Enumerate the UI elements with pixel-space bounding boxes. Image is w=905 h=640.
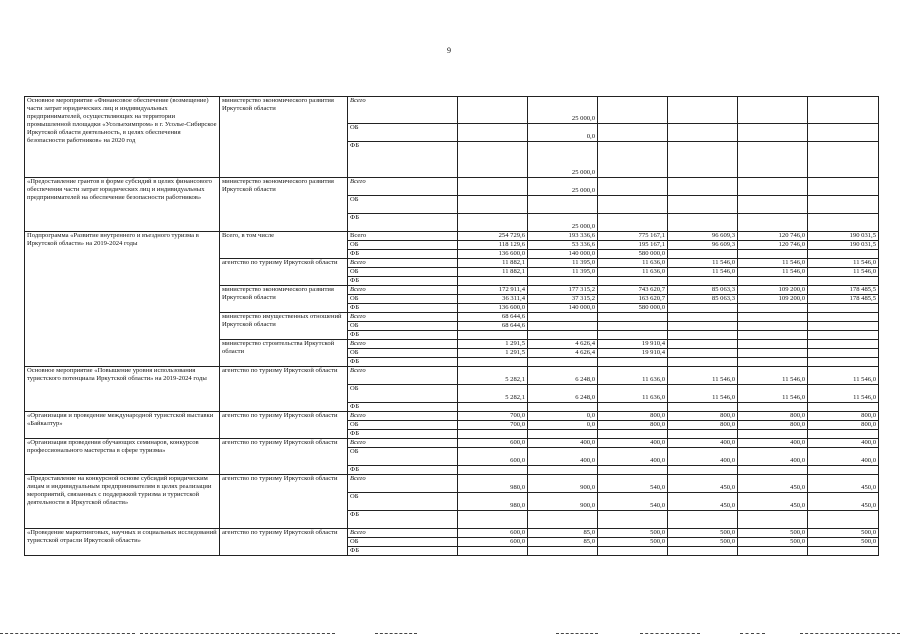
amount-cell [668, 178, 738, 196]
amount-cell [458, 277, 528, 286]
amount-cell: 450,0 [738, 493, 808, 511]
amount-cell [738, 250, 808, 259]
responsible-agency: Всего, в том числе [220, 232, 348, 259]
amount-cell: 4 626,4 [528, 340, 598, 349]
funding-source: ОБ [348, 385, 458, 403]
table-row [25, 475, 879, 493]
amount-cell [598, 322, 668, 331]
amount-cell [808, 142, 879, 178]
funding-source: ОБ [348, 538, 458, 547]
amount-cell [458, 196, 528, 214]
responsible-agency: министерство экономического развития Иркутской области [220, 286, 348, 313]
amount-cell [668, 142, 738, 178]
funding-source: Всего [348, 475, 458, 493]
amount-cell: 190 031,5 [808, 232, 879, 241]
amount-cell: 800,0 [738, 421, 808, 430]
amount-cell: 5 282,1 [458, 385, 528, 403]
amount-cell: 140 000,0 [528, 304, 598, 313]
activity-description: «Проведение маркетинговых, научных и социальных исследований туристской отрасли Иркутской области» [25, 529, 220, 556]
amount-cell [808, 124, 879, 142]
amount-cell [808, 331, 879, 340]
amount-cell: 500,0 [738, 538, 808, 547]
page-number: 9 [447, 46, 451, 55]
amount-cell: 400,0 [738, 439, 808, 448]
funding-source: ОБ [348, 124, 458, 142]
amount-cell: 163 620,7 [598, 295, 668, 304]
amount-cell: 450,0 [738, 475, 808, 493]
amount-cell: 11 546,0 [738, 268, 808, 277]
amount-cell: 400,0 [598, 448, 668, 466]
responsible-agency: агентство по туризму Иркутской области [220, 529, 348, 556]
amount-cell: 1 291,5 [458, 349, 528, 358]
funding-source: ФБ [348, 277, 458, 286]
amount-cell: 25 000,0 [528, 178, 598, 196]
amount-cell [528, 322, 598, 331]
footer-rule [640, 633, 700, 634]
funding-source: ОБ [348, 196, 458, 214]
amount-cell: 193 336,6 [528, 232, 598, 241]
amount-cell [808, 313, 879, 322]
amount-cell [808, 340, 879, 349]
amount-cell: 11 636,0 [598, 268, 668, 277]
amount-cell [668, 403, 738, 412]
amount-cell [668, 340, 738, 349]
amount-cell: 11 546,0 [668, 367, 738, 385]
table-row [25, 412, 879, 421]
funding-source: Всего [348, 340, 458, 349]
amount-cell [458, 142, 528, 178]
amount-cell: 580 000,0 [598, 250, 668, 259]
amount-cell: 540,0 [598, 475, 668, 493]
amount-cell: 254 729,6 [458, 232, 528, 241]
responsible-agency: министерство строительства Иркутской области [220, 340, 348, 367]
responsible-agency: агентство по туризму Иркутской области [220, 367, 348, 412]
funding-source: ФБ [348, 358, 458, 367]
responsible-agency: агентство по туризму Иркутской области [220, 259, 348, 286]
funding-source: ФБ [348, 214, 458, 232]
funding-source: ОБ [348, 322, 458, 331]
amount-cell: 400,0 [668, 448, 738, 466]
amount-cell: 25 000,0 [528, 214, 598, 232]
amount-cell [668, 196, 738, 214]
amount-cell [738, 304, 808, 313]
amount-cell [528, 331, 598, 340]
amount-cell [598, 358, 668, 367]
amount-cell [808, 97, 879, 124]
amount-cell: 11 546,0 [808, 367, 879, 385]
amount-cell: 540,0 [598, 493, 668, 511]
footer-rule [140, 633, 335, 634]
amount-cell [668, 358, 738, 367]
amount-cell [738, 331, 808, 340]
amount-cell: 450,0 [808, 475, 879, 493]
amount-cell [738, 124, 808, 142]
amount-cell: 177 315,2 [528, 286, 598, 295]
amount-cell [738, 277, 808, 286]
funding-source: ОБ [348, 295, 458, 304]
amount-cell: 400,0 [528, 448, 598, 466]
funding-source: ФБ [348, 430, 458, 439]
amount-cell: 500,0 [668, 529, 738, 538]
amount-cell [668, 322, 738, 331]
amount-cell [598, 547, 668, 556]
activity-description: «Организация и проведение международной туристской выставки «Байкалтур» [25, 412, 220, 439]
amount-cell [528, 430, 598, 439]
amount-cell [738, 313, 808, 322]
amount-cell [808, 547, 879, 556]
amount-cell: 85 063,3 [668, 286, 738, 295]
budget-table [24, 96, 879, 556]
funding-source: ОБ [348, 349, 458, 358]
amount-cell [668, 313, 738, 322]
funding-source: Всего [348, 529, 458, 538]
funding-source: ФБ [348, 142, 458, 178]
amount-cell [598, 313, 668, 322]
amount-cell: 11 546,0 [668, 259, 738, 268]
footer-rule [800, 633, 900, 634]
amount-cell [598, 403, 668, 412]
funding-source: Всего [348, 412, 458, 421]
responsible-agency: министерство экономического развития Иркутской области [220, 178, 348, 232]
table-row [25, 529, 879, 538]
funding-source: ФБ [348, 331, 458, 340]
amount-cell: 6 248,0 [528, 385, 598, 403]
table-row [25, 367, 879, 385]
amount-cell [738, 358, 808, 367]
amount-cell [808, 277, 879, 286]
funding-source: Всего [348, 439, 458, 448]
amount-cell: 11 546,0 [668, 385, 738, 403]
amount-cell: 68 644,6 [458, 313, 528, 322]
amount-cell: 120 746,0 [738, 241, 808, 250]
amount-cell: 800,0 [808, 412, 879, 421]
amount-cell [598, 97, 668, 124]
amount-cell: 600,0 [458, 529, 528, 538]
amount-cell [738, 196, 808, 214]
amount-cell [598, 430, 668, 439]
amount-cell [668, 124, 738, 142]
amount-cell [528, 547, 598, 556]
amount-cell: 800,0 [668, 421, 738, 430]
amount-cell: 68 644,6 [458, 322, 528, 331]
table-row [25, 97, 879, 124]
amount-cell [598, 178, 668, 196]
amount-cell [808, 250, 879, 259]
footer-rule [740, 633, 765, 634]
funding-source: Всего [348, 259, 458, 268]
funding-source: ОБ [348, 421, 458, 430]
amount-cell: 53 336,6 [528, 241, 598, 250]
amount-cell: 980,0 [458, 493, 528, 511]
amount-cell: 400,0 [528, 439, 598, 448]
amount-cell [458, 403, 528, 412]
amount-cell [598, 466, 668, 475]
amount-cell: 500,0 [808, 529, 879, 538]
amount-cell: 5 282,1 [458, 367, 528, 385]
table-row [25, 178, 879, 196]
funding-source: ФБ [348, 403, 458, 412]
amount-cell: 85,0 [528, 529, 598, 538]
funding-source: ФБ [348, 511, 458, 529]
amount-cell [738, 142, 808, 178]
amount-cell: 96 609,3 [668, 232, 738, 241]
amount-cell [808, 196, 879, 214]
amount-cell [668, 349, 738, 358]
amount-cell [598, 142, 668, 178]
amount-cell [458, 97, 528, 124]
amount-cell: 11 636,0 [598, 385, 668, 403]
amount-cell [808, 430, 879, 439]
funding-source: Всего [348, 313, 458, 322]
amount-cell [458, 214, 528, 232]
amount-cell: 600,0 [458, 448, 528, 466]
amount-cell: 0,0 [528, 412, 598, 421]
amount-cell: 11 546,0 [668, 268, 738, 277]
amount-cell: 900,0 [528, 475, 598, 493]
responsible-agency: министерство экономического развития Иркутской области [220, 97, 348, 178]
footer-rule [375, 633, 417, 634]
amount-cell [458, 430, 528, 439]
amount-cell: 450,0 [668, 475, 738, 493]
amount-cell: 11 546,0 [808, 259, 879, 268]
amount-cell [598, 277, 668, 286]
amount-cell [458, 331, 528, 340]
amount-cell: 85 063,3 [668, 295, 738, 304]
amount-cell: 450,0 [668, 493, 738, 511]
amount-cell [738, 511, 808, 529]
amount-cell: 400,0 [598, 439, 668, 448]
amount-cell: 11 546,0 [738, 259, 808, 268]
amount-cell: 11 395,0 [528, 259, 598, 268]
amount-cell: 700,0 [458, 412, 528, 421]
amount-cell: 11 546,0 [808, 268, 879, 277]
footer-rule [556, 633, 598, 634]
amount-cell [738, 430, 808, 439]
funding-source: ФБ [348, 466, 458, 475]
amount-cell: 6 248,0 [528, 367, 598, 385]
amount-cell: 11 395,0 [528, 268, 598, 277]
amount-cell: 800,0 [808, 421, 879, 430]
funding-source: Всего [348, 286, 458, 295]
amount-cell: 11 882,1 [458, 268, 528, 277]
amount-cell: 136 600,0 [458, 304, 528, 313]
amount-cell [528, 466, 598, 475]
amount-cell [668, 430, 738, 439]
amount-cell: 580 000,0 [598, 304, 668, 313]
funding-source: ФБ [348, 547, 458, 556]
amount-cell [738, 322, 808, 331]
amount-cell: 178 485,5 [808, 286, 879, 295]
amount-cell: 120 746,0 [738, 232, 808, 241]
funding-source: Всего [348, 178, 458, 196]
amount-cell: 19 910,4 [598, 349, 668, 358]
amount-cell [668, 250, 738, 259]
responsible-agency: министерство имущественных отношений Иркутской области [220, 313, 348, 340]
funding-source: Всего [348, 232, 458, 241]
amount-cell [598, 196, 668, 214]
amount-cell [668, 466, 738, 475]
amount-cell [598, 214, 668, 232]
amount-cell: 195 167,1 [598, 241, 668, 250]
amount-cell [808, 358, 879, 367]
amount-cell [738, 349, 808, 358]
amount-cell: 400,0 [738, 448, 808, 466]
amount-cell [528, 403, 598, 412]
activity-description: Основное мероприятие «Повышение уровня использования туристского потенциала Иркутской области» на 2019-2024 годы [25, 367, 220, 412]
amount-cell [598, 511, 668, 529]
amount-cell: 11 546,0 [738, 367, 808, 385]
amount-cell [668, 277, 738, 286]
amount-cell [808, 466, 879, 475]
funding-source: ФБ [348, 304, 458, 313]
amount-cell: 600,0 [458, 538, 528, 547]
amount-cell: 11 882,1 [458, 259, 528, 268]
amount-cell [668, 331, 738, 340]
amount-cell [668, 97, 738, 124]
amount-cell: 190 031,5 [808, 241, 879, 250]
amount-cell [808, 511, 879, 529]
amount-cell: 4 626,4 [528, 349, 598, 358]
activity-description: Подпрограмма «Развитие внутреннего и въездного туризма в Иркутской области» на 2019-2024 годы [25, 232, 220, 367]
amount-cell: 25 000,0 [528, 97, 598, 124]
table-row [25, 439, 879, 448]
amount-cell [808, 304, 879, 313]
amount-cell: 500,0 [598, 538, 668, 547]
amount-cell [668, 511, 738, 529]
amount-cell: 600,0 [458, 439, 528, 448]
amount-cell [808, 178, 879, 196]
amount-cell: 37 315,2 [528, 295, 598, 304]
funding-source: ОБ [348, 448, 458, 466]
amount-cell: 25 000,0 [528, 142, 598, 178]
amount-cell: 500,0 [668, 538, 738, 547]
amount-cell [738, 214, 808, 232]
amount-cell: 178 485,5 [808, 295, 879, 304]
amount-cell [528, 358, 598, 367]
amount-cell [738, 403, 808, 412]
activity-description: «Предоставление грантов в форме субсидий в целях финансового обеспечения части затрат юридических лиц и индивидуальных предпринимателей на обеспечение безопасности работников» [25, 178, 220, 232]
activity-description: «Организация проведения обучающих семинаров, конкурсов профессионального мастерства в сфере туризма» [25, 439, 220, 475]
amount-cell: 0,0 [528, 421, 598, 430]
amount-cell [528, 196, 598, 214]
amount-cell [738, 97, 808, 124]
amount-cell: 85,0 [528, 538, 598, 547]
amount-cell [738, 340, 808, 349]
amount-cell: 1 291,5 [458, 340, 528, 349]
amount-cell [458, 178, 528, 196]
amount-cell: 775 167,1 [598, 232, 668, 241]
responsible-agency: агентство по туризму Иркутской области [220, 412, 348, 439]
amount-cell [528, 277, 598, 286]
responsible-agency: агентство по туризму Иркутской области [220, 439, 348, 475]
amount-cell [458, 466, 528, 475]
amount-cell: 109 200,0 [738, 286, 808, 295]
amount-cell [808, 403, 879, 412]
amount-cell [458, 124, 528, 142]
table-row [25, 232, 879, 241]
amount-cell [668, 214, 738, 232]
amount-cell: 400,0 [808, 439, 879, 448]
amount-cell: 11 636,0 [598, 367, 668, 385]
amount-cell [528, 511, 598, 529]
amount-cell: 800,0 [738, 412, 808, 421]
funding-source: ОБ [348, 493, 458, 511]
funding-source: Всего [348, 367, 458, 385]
amount-cell: 980,0 [458, 475, 528, 493]
amount-cell: 450,0 [808, 493, 879, 511]
amount-cell: 136 600,0 [458, 250, 528, 259]
amount-cell: 700,0 [458, 421, 528, 430]
activity-description: «Предоставление на конкурсной основе субсидий юридическим лицам и индивидуальным предпринимателям в целях реализации мероприятий, связанных с поддержкой туризма и туристской деятельности в Иркутской области» [25, 475, 220, 529]
amount-cell: 172 911,4 [458, 286, 528, 295]
amount-cell [738, 547, 808, 556]
amount-cell: 11 546,0 [808, 385, 879, 403]
amount-cell: 800,0 [668, 412, 738, 421]
funding-source: Всего [348, 97, 458, 124]
amount-cell: 900,0 [528, 493, 598, 511]
amount-cell [458, 547, 528, 556]
amount-cell: 500,0 [598, 529, 668, 538]
amount-cell: 800,0 [598, 421, 668, 430]
amount-cell: 400,0 [808, 448, 879, 466]
responsible-agency: агентство по туризму Иркутской области [220, 475, 348, 529]
amount-cell: 19 910,4 [598, 340, 668, 349]
amount-cell [458, 358, 528, 367]
budget-table-body [25, 97, 879, 556]
amount-cell [458, 511, 528, 529]
amount-cell: 500,0 [738, 529, 808, 538]
amount-cell [738, 178, 808, 196]
amount-cell: 11 636,0 [598, 259, 668, 268]
activity-description: Основное мероприятие «Финансовое обеспечение (возмещение) части затрат юридических лиц и индивидуальных предпринимателей, осуществляющих на территории промышленной площадки «Усольехимпром» в г. Усолье-Сибирское Иркутской области деятельность, в целях обеспечения безопасности работников» на 2020 год [25, 97, 220, 178]
amount-cell: 109 200,0 [738, 295, 808, 304]
amount-cell [738, 466, 808, 475]
amount-cell: 800,0 [598, 412, 668, 421]
amount-cell: 500,0 [808, 538, 879, 547]
amount-cell: 400,0 [668, 439, 738, 448]
funding-source: ФБ [348, 250, 458, 259]
amount-cell: 11 546,0 [738, 385, 808, 403]
amount-cell [808, 349, 879, 358]
amount-cell [668, 304, 738, 313]
funding-source: ОБ [348, 241, 458, 250]
amount-cell [668, 547, 738, 556]
footer-rule [0, 633, 135, 634]
amount-cell: 743 620,7 [598, 286, 668, 295]
amount-cell [808, 214, 879, 232]
amount-cell: 36 311,4 [458, 295, 528, 304]
amount-cell: 0,0 [528, 124, 598, 142]
amount-cell [598, 124, 668, 142]
amount-cell [808, 322, 879, 331]
amount-cell [598, 331, 668, 340]
amount-cell: 140 000,0 [528, 250, 598, 259]
funding-source: ОБ [348, 268, 458, 277]
amount-cell [528, 313, 598, 322]
amount-cell: 96 609,3 [668, 241, 738, 250]
amount-cell: 118 129,6 [458, 241, 528, 250]
